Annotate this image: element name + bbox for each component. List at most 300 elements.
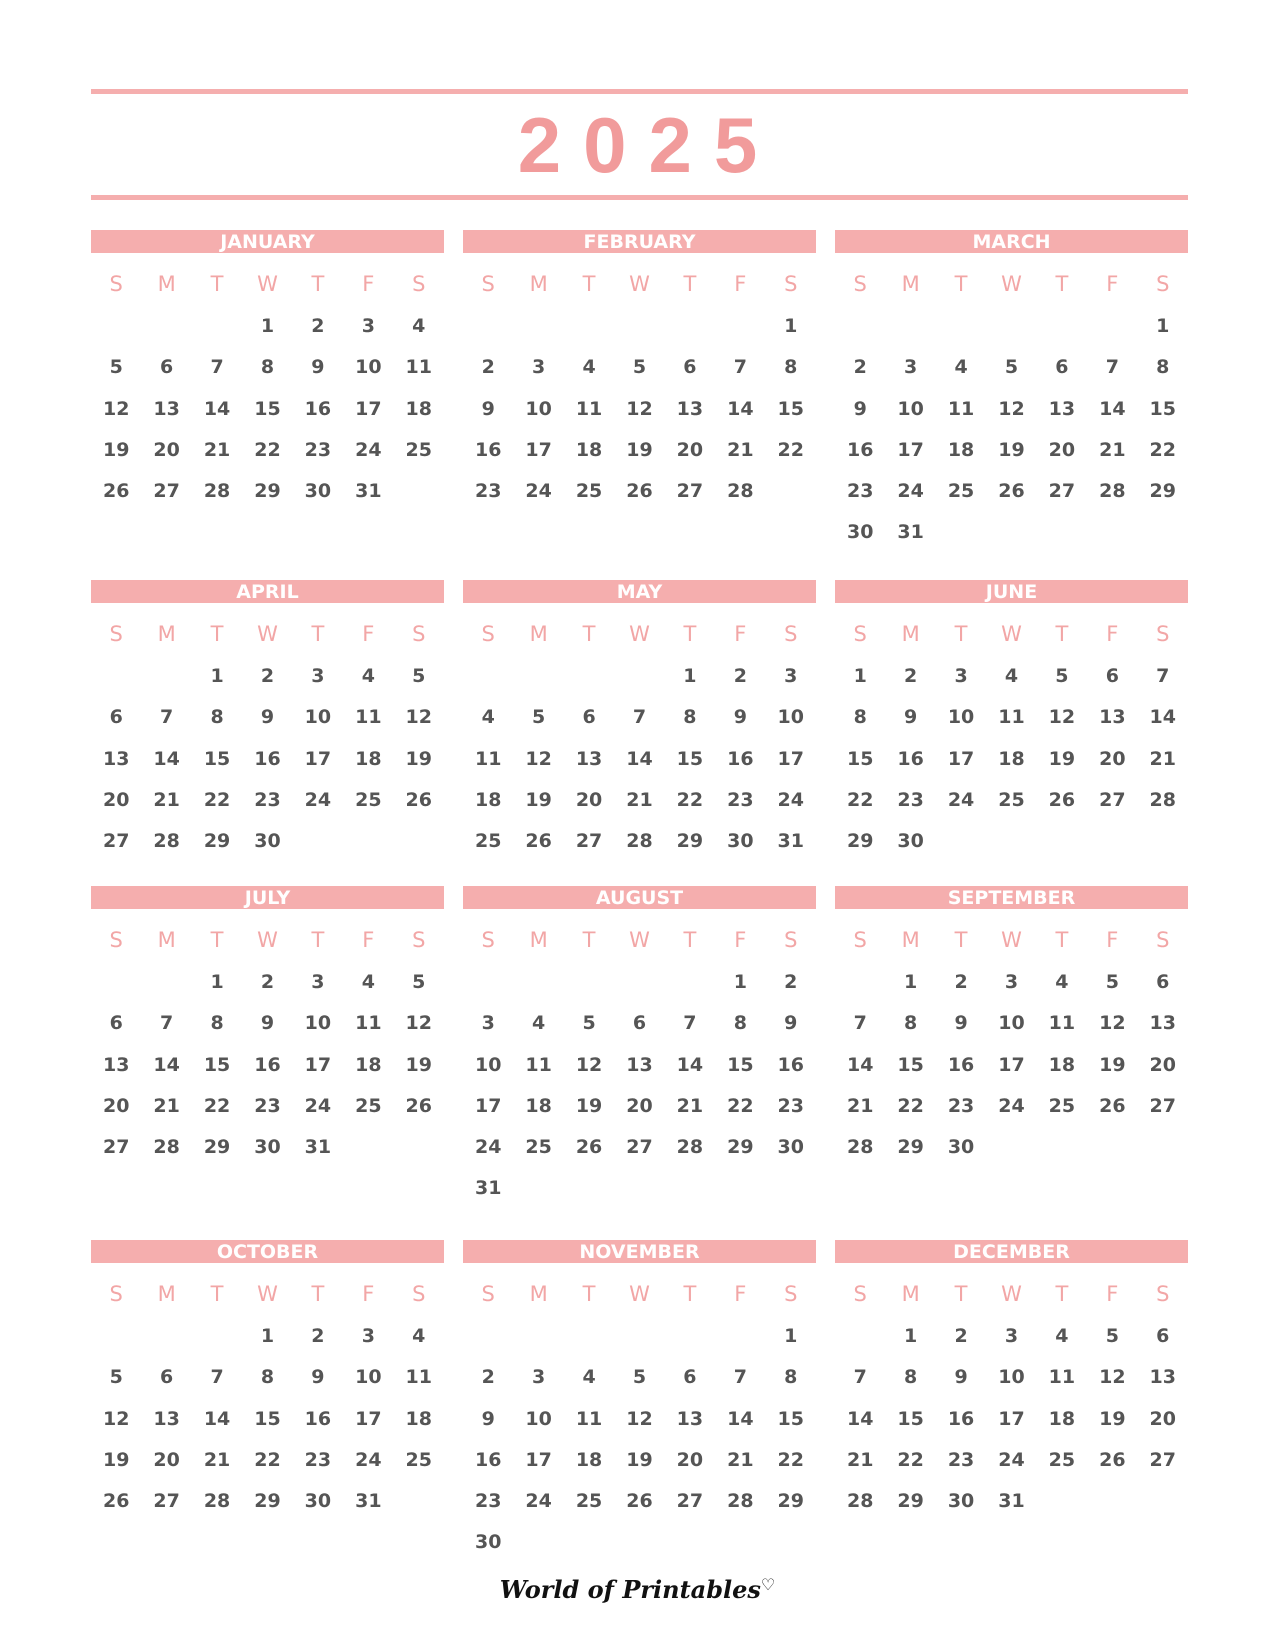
day-cell: 3 <box>361 1325 375 1347</box>
day-cell: 1 <box>260 1325 275 1347</box>
day-cell: 2 <box>311 1325 325 1347</box>
day-cell: 3 <box>1004 971 1019 993</box>
day-cell: 31 <box>304 1136 332 1159</box>
weekday-label: S <box>109 272 123 296</box>
weekday-label: T <box>582 928 596 952</box>
weekday-label: F <box>1106 928 1119 952</box>
empty-day-cell <box>513 970 563 1011</box>
day-cell: 27 <box>1099 788 1126 811</box>
weekday-label: T <box>1055 272 1069 296</box>
day-cell: 21 <box>727 1448 754 1471</box>
weekday-label: T <box>954 622 968 646</box>
day-cell: 5 <box>412 665 426 687</box>
empty-day-cell <box>192 1324 242 1365</box>
day-grid <box>91 1324 444 1530</box>
weekday-label: T <box>1055 928 1069 952</box>
empty-day-cell <box>141 314 191 355</box>
empty-day-cell <box>665 1324 715 1365</box>
day-cell: 11 <box>405 1366 432 1389</box>
day-cell: 5 <box>1105 1325 1119 1347</box>
day-cell: 17 <box>525 438 552 461</box>
day-cell: 28 <box>676 1136 704 1159</box>
day-cell: 11 <box>525 1053 552 1076</box>
day-cell: 7 <box>1105 356 1119 379</box>
day-cell: 27 <box>676 480 704 503</box>
day-cell: 17 <box>304 747 332 770</box>
empty-day-cell <box>91 314 141 355</box>
day-cell: 15 <box>846 747 874 770</box>
day-grid <box>91 664 444 870</box>
day-cell: 12 <box>626 1407 653 1430</box>
weekday-label: W <box>257 1282 278 1306</box>
day-cell: 24 <box>525 1490 552 1513</box>
day-cell: 29 <box>727 1136 754 1159</box>
weekday-row <box>835 270 1188 298</box>
weekday-row <box>463 620 816 648</box>
month-april <box>91 580 444 870</box>
weekday-label: S <box>784 272 798 296</box>
day-cell: 19 <box>998 438 1025 461</box>
month-header: DECEMBER <box>835 1240 1188 1263</box>
day-grid <box>835 970 1188 1176</box>
empty-day-cell <box>513 1324 563 1365</box>
day-cell: 26 <box>102 1490 130 1513</box>
day-cell: 20 <box>1099 747 1126 770</box>
day-cell: 13 <box>1149 1366 1176 1389</box>
day-cell: 18 <box>998 747 1025 770</box>
empty-day-cell <box>91 664 141 705</box>
day-cell: 13 <box>575 747 603 770</box>
day-cell: 20 <box>102 788 130 811</box>
weekday-label: S <box>412 928 426 952</box>
weekday-label: T <box>954 928 968 952</box>
day-cell: 16 <box>947 1053 975 1076</box>
day-cell: 20 <box>626 1094 653 1117</box>
day-cell: 25 <box>1048 1448 1076 1471</box>
weekday-label: F <box>1106 1282 1119 1306</box>
weekday-label: F <box>734 272 747 296</box>
weekday-label: T <box>311 622 325 646</box>
brand-name: World of Printables <box>499 1575 761 1604</box>
day-cell: 30 <box>947 1490 975 1513</box>
day-cell: 2 <box>784 971 798 993</box>
weekday-row <box>463 270 816 298</box>
day-cell: 23 <box>727 788 754 811</box>
day-cell: 16 <box>474 1448 502 1471</box>
weekday-label: T <box>311 928 325 952</box>
day-cell: 6 <box>632 1012 647 1035</box>
day-cell: 25 <box>575 480 603 503</box>
day-cell: 2 <box>260 665 275 687</box>
day-cell: 27 <box>102 1136 130 1159</box>
day-cell: 30 <box>254 830 281 853</box>
empty-day-cell <box>936 314 986 355</box>
heart-icon: ♡ <box>760 1575 776 1594</box>
day-cell: 24 <box>998 1448 1025 1471</box>
month-october <box>91 1240 444 1530</box>
day-cell: 25 <box>575 1490 603 1513</box>
day-cell: 18 <box>405 1407 432 1430</box>
empty-day-cell <box>463 970 513 1011</box>
day-cell: 9 <box>733 706 747 729</box>
weekday-label: M <box>901 272 920 296</box>
day-cell: 16 <box>777 1053 804 1076</box>
month-july <box>91 886 444 1176</box>
day-cell: 24 <box>304 788 332 811</box>
day-cell: 5 <box>109 1366 123 1389</box>
weekday-label: T <box>1055 622 1069 646</box>
day-cell: 12 <box>575 1053 603 1076</box>
day-cell: 10 <box>525 397 552 420</box>
day-cell: 31 <box>355 1490 382 1513</box>
day-cell: 13 <box>102 1053 130 1076</box>
weekday-row <box>463 1280 816 1308</box>
day-cell: 4 <box>954 356 968 379</box>
day-cell: 6 <box>683 1366 697 1389</box>
month-header: OCTOBER <box>91 1240 444 1263</box>
day-cell: 1 <box>210 971 224 993</box>
day-cell: 14 <box>727 397 754 420</box>
top-rule <box>91 89 1188 94</box>
day-cell: 7 <box>683 1012 697 1035</box>
empty-day-cell <box>715 314 765 355</box>
weekday-label: M <box>529 272 548 296</box>
day-cell: 2 <box>853 356 867 379</box>
day-cell: 15 <box>254 397 281 420</box>
weekday-label: S <box>853 272 867 296</box>
day-cell: 23 <box>897 788 924 811</box>
day-cell: 25 <box>405 438 432 461</box>
day-cell: 22 <box>254 1448 281 1471</box>
weekday-label: T <box>210 928 224 952</box>
weekday-label: S <box>853 1282 867 1306</box>
day-cell: 9 <box>481 397 495 420</box>
day-cell: 18 <box>947 438 975 461</box>
day-grid <box>835 1324 1188 1530</box>
day-cell: 8 <box>260 1366 275 1389</box>
day-cell: 25 <box>405 1448 432 1471</box>
month-header: SEPTEMBER <box>835 886 1188 909</box>
day-cell: 1 <box>260 315 275 337</box>
day-cell: 19 <box>102 438 130 461</box>
day-cell: 20 <box>1149 1053 1176 1076</box>
weekday-label: F <box>362 928 375 952</box>
day-cell: 12 <box>1099 1366 1126 1389</box>
day-cell: 30 <box>846 521 874 544</box>
weekday-row <box>835 926 1188 954</box>
day-cell: 6 <box>582 706 596 729</box>
day-cell: 10 <box>355 356 382 379</box>
day-cell: 11 <box>998 706 1025 729</box>
day-cell: 26 <box>998 480 1025 503</box>
empty-day-cell <box>614 1324 664 1365</box>
day-cell: 20 <box>1149 1407 1176 1430</box>
weekday-label: T <box>683 1282 697 1306</box>
day-cell: 23 <box>304 1448 332 1471</box>
day-cell: 21 <box>153 1094 180 1117</box>
day-cell: 22 <box>1149 438 1176 461</box>
day-cell: 21 <box>676 1094 704 1117</box>
weekday-label: F <box>734 1282 747 1306</box>
day-cell: 4 <box>481 706 495 729</box>
day-cell: 15 <box>897 1053 924 1076</box>
day-cell: 4 <box>1055 971 1069 993</box>
day-cell: 24 <box>304 1094 332 1117</box>
day-cell: 29 <box>254 480 281 503</box>
weekday-label: S <box>1156 1282 1170 1306</box>
day-cell: 17 <box>525 1448 552 1471</box>
day-grid <box>463 314 816 520</box>
weekday-label: F <box>1106 622 1119 646</box>
day-cell: 2 <box>954 971 968 993</box>
day-cell: 8 <box>683 706 697 729</box>
weekday-label: W <box>257 622 278 646</box>
day-cell: 28 <box>153 830 180 853</box>
day-grid <box>835 314 1188 562</box>
day-cell: 3 <box>532 356 546 379</box>
day-cell: 13 <box>676 397 704 420</box>
day-cell: 14 <box>203 397 231 420</box>
month-december <box>835 1240 1188 1530</box>
day-cell: 20 <box>676 438 704 461</box>
day-cell: 22 <box>777 438 804 461</box>
day-cell: 18 <box>1048 1407 1076 1430</box>
day-cell: 23 <box>254 1094 281 1117</box>
day-cell: 9 <box>853 397 867 420</box>
day-cell: 25 <box>525 1136 552 1159</box>
day-cell: 16 <box>846 438 874 461</box>
day-cell: 3 <box>311 665 325 687</box>
weekday-label: T <box>954 272 968 296</box>
day-cell: 31 <box>474 1177 502 1200</box>
day-cell: 25 <box>1048 1094 1076 1117</box>
day-cell: 19 <box>575 1094 603 1117</box>
day-cell: 11 <box>355 1012 382 1035</box>
day-cell: 21 <box>846 1094 874 1117</box>
day-cell: 10 <box>947 706 975 729</box>
day-cell: 18 <box>355 747 382 770</box>
empty-day-cell <box>141 970 191 1011</box>
day-cell: 19 <box>102 1448 130 1471</box>
weekday-row <box>91 270 444 298</box>
day-cell: 11 <box>355 706 382 729</box>
day-cell: 6 <box>160 1366 174 1389</box>
month-march <box>835 230 1188 562</box>
day-cell: 10 <box>998 1366 1025 1389</box>
day-cell: 7 <box>632 706 647 729</box>
day-cell: 5 <box>582 1012 596 1035</box>
weekday-label: S <box>1156 272 1170 296</box>
day-cell: 23 <box>474 480 502 503</box>
day-cell: 6 <box>683 356 697 379</box>
day-cell: 12 <box>405 1012 432 1035</box>
day-cell: 25 <box>474 830 502 853</box>
day-cell: 1 <box>784 1325 798 1347</box>
day-cell: 18 <box>474 788 502 811</box>
empty-day-cell <box>463 1324 513 1365</box>
weekday-label: W <box>1001 272 1022 296</box>
day-cell: 5 <box>632 1366 647 1389</box>
weekday-label: T <box>210 272 224 296</box>
day-cell: 29 <box>203 1136 231 1159</box>
month-header: JUNE <box>835 580 1188 603</box>
day-cell: 1 <box>853 665 867 687</box>
weekday-label: S <box>481 272 495 296</box>
day-cell: 24 <box>998 1094 1025 1117</box>
month-february <box>463 230 816 520</box>
day-cell: 15 <box>897 1407 924 1430</box>
day-cell: 6 <box>1156 1325 1170 1347</box>
day-cell: 29 <box>203 830 231 853</box>
day-cell: 7 <box>210 356 224 379</box>
day-cell: 31 <box>998 1490 1025 1513</box>
weekday-label: T <box>582 272 596 296</box>
weekday-label: W <box>257 272 278 296</box>
day-cell: 19 <box>1048 747 1076 770</box>
day-cell: 27 <box>153 480 180 503</box>
day-cell: 27 <box>1149 1448 1176 1471</box>
day-cell: 1 <box>733 971 747 993</box>
day-cell: 25 <box>998 788 1025 811</box>
day-cell: 30 <box>897 830 924 853</box>
day-cell: 18 <box>405 397 432 420</box>
day-cell: 20 <box>676 1448 704 1471</box>
day-cell: 8 <box>1156 356 1170 379</box>
day-cell: 29 <box>846 830 874 853</box>
day-cell: 13 <box>626 1053 653 1076</box>
weekday-label: T <box>1055 1282 1069 1306</box>
day-cell: 28 <box>203 480 231 503</box>
day-cell: 16 <box>254 1053 281 1076</box>
weekday-label: S <box>853 928 867 952</box>
weekday-label: F <box>362 272 375 296</box>
day-cell: 4 <box>361 665 375 687</box>
day-cell: 10 <box>474 1053 502 1076</box>
day-cell: 3 <box>904 356 918 379</box>
day-cell: 14 <box>153 1053 180 1076</box>
weekday-label: M <box>529 622 548 646</box>
day-cell: 11 <box>474 747 502 770</box>
day-cell: 23 <box>474 1490 502 1513</box>
day-cell: 2 <box>311 315 325 337</box>
day-cell: 9 <box>784 1012 798 1035</box>
day-cell: 7 <box>733 356 747 379</box>
day-cell: 19 <box>1099 1053 1126 1076</box>
day-cell: 8 <box>733 1012 747 1035</box>
day-cell: 10 <box>777 706 804 729</box>
day-cell: 9 <box>311 356 325 379</box>
weekday-label: W <box>257 928 278 952</box>
day-cell: 28 <box>727 1490 754 1513</box>
day-cell: 27 <box>626 1136 653 1159</box>
day-cell: 1 <box>1156 315 1170 337</box>
day-cell: 12 <box>1048 706 1076 729</box>
empty-day-cell <box>715 1324 765 1365</box>
day-cell: 17 <box>998 1407 1025 1430</box>
day-cell: 16 <box>897 747 924 770</box>
weekday-label: S <box>412 272 426 296</box>
day-cell: 10 <box>525 1407 552 1430</box>
day-cell: 11 <box>405 356 432 379</box>
day-cell: 13 <box>1099 706 1126 729</box>
day-cell: 16 <box>727 747 754 770</box>
day-cell: 28 <box>203 1490 231 1513</box>
weekday-label: S <box>784 622 798 646</box>
day-cell: 16 <box>304 397 332 420</box>
day-cell: 14 <box>626 747 653 770</box>
day-cell: 16 <box>474 438 502 461</box>
day-cell: 28 <box>1149 788 1176 811</box>
day-cell: 19 <box>626 1448 653 1471</box>
day-cell: 18 <box>575 1448 603 1471</box>
day-cell: 8 <box>210 706 224 729</box>
day-cell: 8 <box>853 706 867 729</box>
month-header: FEBRUARY <box>463 230 816 253</box>
weekday-row <box>91 620 444 648</box>
empty-day-cell <box>614 314 664 355</box>
day-cell: 10 <box>897 397 924 420</box>
day-cell: 5 <box>1055 665 1069 687</box>
day-cell: 5 <box>632 356 647 379</box>
weekday-label: W <box>1001 622 1022 646</box>
day-cell: 15 <box>254 1407 281 1430</box>
weekday-label: S <box>784 1282 798 1306</box>
day-cell: 14 <box>676 1053 704 1076</box>
weekday-label: S <box>1156 928 1170 952</box>
empty-day-cell <box>564 314 614 355</box>
weekday-label: T <box>954 1282 968 1306</box>
day-cell: 8 <box>904 1366 918 1389</box>
day-cell: 28 <box>626 830 653 853</box>
day-cell: 13 <box>153 397 180 420</box>
weekday-row <box>835 1280 1188 1308</box>
day-cell: 27 <box>676 1490 704 1513</box>
brand-logo <box>0 1575 1275 1604</box>
weekday-label: M <box>529 1282 548 1306</box>
day-cell: 12 <box>626 397 653 420</box>
weekday-label: M <box>529 928 548 952</box>
weekday-label: S <box>481 622 495 646</box>
weekday-label: M <box>157 272 176 296</box>
day-cell: 14 <box>1099 397 1126 420</box>
weekday-label: S <box>412 622 426 646</box>
empty-day-cell <box>835 314 885 355</box>
day-cell: 9 <box>260 1012 275 1035</box>
day-cell: 4 <box>582 356 596 379</box>
day-cell: 21 <box>153 788 180 811</box>
day-cell: 21 <box>846 1448 874 1471</box>
day-cell: 29 <box>897 1136 924 1159</box>
day-cell: 20 <box>102 1094 130 1117</box>
empty-day-cell <box>564 970 614 1011</box>
day-cell: 27 <box>575 830 603 853</box>
day-cell: 12 <box>998 397 1025 420</box>
day-cell: 31 <box>777 830 804 853</box>
day-cell: 3 <box>1004 1325 1019 1347</box>
empty-day-cell <box>986 314 1036 355</box>
day-cell: 6 <box>1156 971 1170 993</box>
day-cell: 24 <box>474 1136 502 1159</box>
day-cell: 30 <box>254 1136 281 1159</box>
day-cell: 9 <box>954 1012 968 1035</box>
day-cell: 25 <box>355 788 382 811</box>
day-cell: 17 <box>998 1053 1025 1076</box>
day-cell: 29 <box>777 1490 804 1513</box>
weekday-row <box>91 1280 444 1308</box>
empty-day-cell <box>192 314 242 355</box>
day-cell: 26 <box>626 480 653 503</box>
day-cell: 11 <box>1048 1012 1076 1035</box>
